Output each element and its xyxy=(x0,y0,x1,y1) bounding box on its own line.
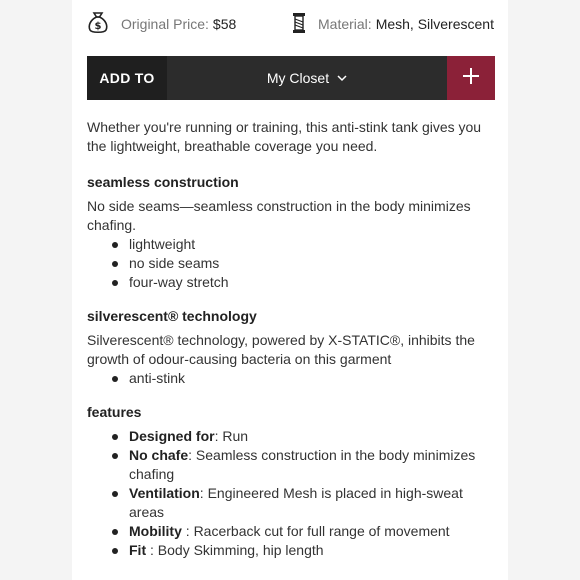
feature-item xyxy=(87,446,500,484)
feature-separator: : xyxy=(199,485,208,501)
material-value: Mesh, Silverescent xyxy=(375,16,494,32)
feature-key: No chafe xyxy=(129,447,189,463)
bullet-list xyxy=(87,369,500,388)
feature-value: Body Skimming, hip length xyxy=(157,542,324,558)
original-price-value: $58 xyxy=(212,16,237,32)
feature-separator: : xyxy=(146,542,158,558)
feature-key: Ventilation xyxy=(129,485,200,501)
feature-key: Mobility xyxy=(129,523,182,539)
feature-key: Designed for xyxy=(129,428,215,444)
material-info xyxy=(292,10,494,38)
chevron-down-icon xyxy=(337,75,347,82)
original-price-label: Original Price: xyxy=(121,16,209,32)
plus-icon xyxy=(462,67,480,90)
list-item: four-way stretch xyxy=(87,273,500,292)
list-item: anti-stink xyxy=(87,369,500,388)
feature-item xyxy=(87,541,500,560)
money-bag-icon xyxy=(87,11,121,38)
feature-item xyxy=(87,484,500,522)
section-heading: seamless construction xyxy=(87,174,239,190)
svg-text:$: $ xyxy=(94,20,102,32)
section-heading: features xyxy=(87,404,142,420)
add-to-closet-bar xyxy=(87,56,495,100)
feature-separator: : xyxy=(181,523,194,539)
feature-value: Run xyxy=(222,428,249,444)
closet-dropdown[interactable] xyxy=(167,56,447,100)
closet-dropdown-label: My Closet xyxy=(266,70,330,86)
product-meta-row xyxy=(87,10,498,38)
feature-value: Engineered Mesh is placed in high-sweat areas xyxy=(129,485,463,520)
feature-value: Racerback cut for full range of movement xyxy=(193,523,450,539)
feature-item xyxy=(87,427,500,446)
section-features xyxy=(87,403,500,560)
features-list xyxy=(87,427,500,560)
list-item: no side seams xyxy=(87,254,500,273)
section-silverescent xyxy=(87,307,500,388)
add-to-label: ADD TO xyxy=(87,56,167,100)
list-item: lightweight xyxy=(87,235,500,254)
feature-separator: : xyxy=(188,447,196,463)
right-margin xyxy=(508,0,580,580)
feature-item xyxy=(87,522,500,541)
feature-value: Seamless construction in the body minimizes chafing xyxy=(129,447,476,482)
section-seamless xyxy=(87,173,500,292)
product-intro: Whether you're running or training, this anti-stink tank gives you the lightweight, breathable coverage you need. xyxy=(87,119,482,154)
feature-separator: : xyxy=(214,428,223,444)
feature-key: Fit xyxy=(129,542,147,558)
thread-spool-icon xyxy=(292,11,318,38)
original-price xyxy=(87,10,236,38)
product-details-panel xyxy=(72,0,508,580)
left-margin xyxy=(0,0,72,580)
section-heading: silverescent® technology xyxy=(87,308,257,324)
bullet-list xyxy=(87,235,500,292)
material-label: Material: xyxy=(318,16,372,32)
section-text: No side seams—seamless construction in the body minimizes chafing. xyxy=(87,198,471,233)
add-button[interactable] xyxy=(447,56,495,100)
section-text: Silverescent® technology, powered by X-STATIC®, inhibits the growth of odour-causing bacteria on this garment xyxy=(87,332,475,367)
